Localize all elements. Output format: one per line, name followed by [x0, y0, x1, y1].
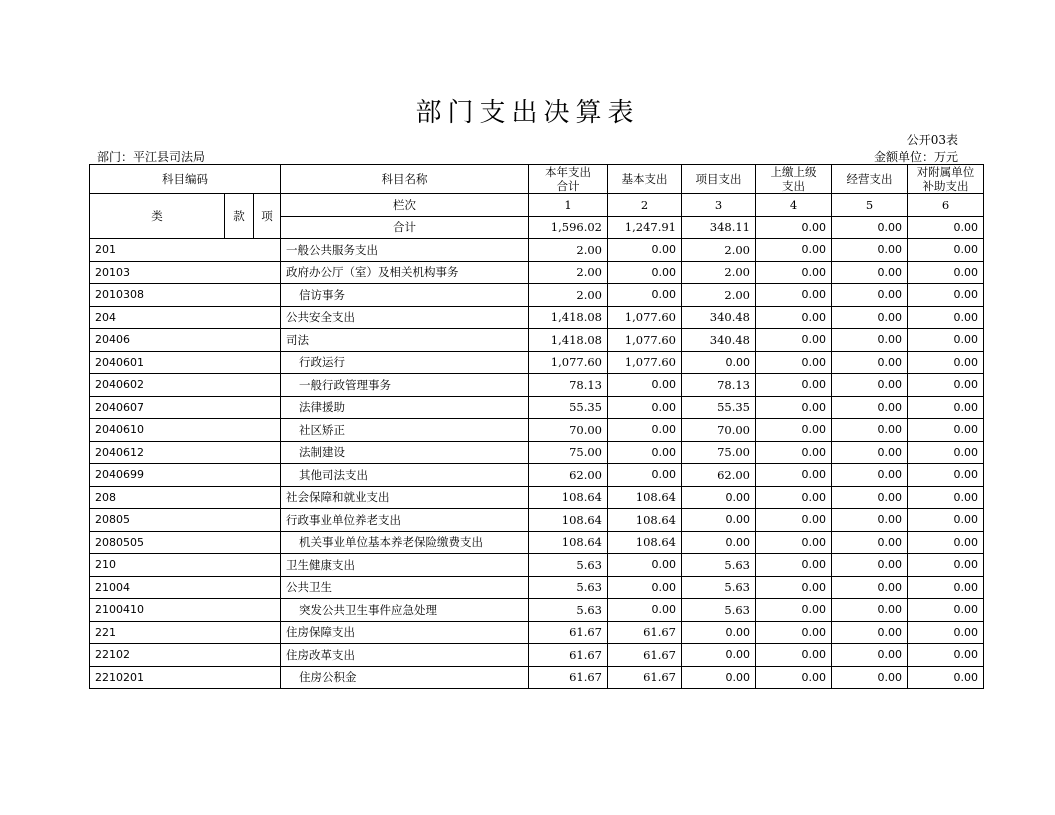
table-row [90, 486, 984, 509]
table-row [90, 284, 984, 307]
row-code: 2210201 [90, 666, 281, 689]
row-value: 0.00 [756, 509, 832, 532]
row-code: 210 [90, 554, 281, 577]
header-upper: 上缴上级 支出 [756, 165, 832, 194]
row-value: 2.00 [529, 239, 608, 262]
row-value: 5.63 [529, 554, 608, 577]
row-value: 0.00 [756, 441, 832, 464]
row-code: 2040610 [90, 419, 281, 442]
row-name: 社区矫正 [281, 419, 529, 442]
table-row [90, 441, 984, 464]
row-value: 0.00 [756, 396, 832, 419]
row-value: 0.00 [608, 261, 682, 284]
column-number-row [90, 194, 984, 217]
row-value: 1,077.60 [608, 351, 682, 374]
row-value: 2.00 [682, 239, 756, 262]
col-num: 5 [832, 194, 908, 217]
row-value: 108.64 [608, 531, 682, 554]
row-value: 0.00 [908, 576, 984, 599]
row-name: 机关事业单位基本养老保险缴费支出 [281, 531, 529, 554]
row-value: 108.64 [608, 486, 682, 509]
row-value: 340.48 [682, 329, 756, 352]
table-row [90, 351, 984, 374]
row-value: 0.00 [682, 621, 756, 644]
row-name: 行政运行 [281, 351, 529, 374]
row-value: 0.00 [608, 464, 682, 487]
row-value: 2.00 [529, 261, 608, 284]
row-value: 5.63 [682, 599, 756, 622]
row-value: 5.63 [529, 576, 608, 599]
row-value: 0.00 [832, 621, 908, 644]
table-row [90, 239, 984, 262]
row-value: 2.00 [529, 284, 608, 307]
header-project: 项目支出 [682, 165, 756, 194]
row-code: 2040607 [90, 396, 281, 419]
row-value: 70.00 [529, 419, 608, 442]
row-code: 21004 [90, 576, 281, 599]
row-value: 0.00 [832, 464, 908, 487]
col-num: 2 [608, 194, 682, 217]
col-num: 3 [682, 194, 756, 217]
row-name: 法律援助 [281, 396, 529, 419]
row-value: 0.00 [756, 239, 832, 262]
row-value: 0.00 [908, 396, 984, 419]
row-value: 5.63 [529, 599, 608, 622]
row-value: 1,077.60 [608, 329, 682, 352]
row-value: 0.00 [832, 261, 908, 284]
col-num: 6 [908, 194, 984, 217]
row-value: 0.00 [756, 329, 832, 352]
table-row [90, 554, 984, 577]
row-value: 0.00 [908, 464, 984, 487]
row-value: 0.00 [908, 374, 984, 397]
table-row [90, 261, 984, 284]
row-value: 0.00 [608, 576, 682, 599]
row-value: 5.63 [682, 554, 756, 577]
header-business: 经营支出 [832, 165, 908, 194]
row-name: 司法 [281, 329, 529, 352]
row-value: 0.00 [756, 531, 832, 554]
row-name: 公共安全支出 [281, 306, 529, 329]
col-num: 1 [529, 194, 608, 217]
row-value: 0.00 [682, 351, 756, 374]
row-value: 0.00 [756, 351, 832, 374]
total-value: 0.00 [756, 216, 832, 239]
row-value: 0.00 [756, 261, 832, 284]
row-value: 61.67 [608, 621, 682, 644]
row-code: 20406 [90, 329, 281, 352]
unit-label: 金额单位：万元 [873, 150, 958, 164]
row-value: 0.00 [756, 666, 832, 689]
row-value: 1,077.60 [608, 306, 682, 329]
row-value: 61.67 [608, 666, 682, 689]
row-name: 卫生健康支出 [281, 554, 529, 577]
row-value: 0.00 [908, 531, 984, 554]
row-value: 0.00 [832, 554, 908, 577]
row-value: 0.00 [608, 554, 682, 577]
table-row [90, 374, 984, 397]
row-name: 行政事业单位养老支出 [281, 509, 529, 532]
row-code: 2100410 [90, 599, 281, 622]
table-row [90, 329, 984, 352]
row-value: 0.00 [832, 284, 908, 307]
row-value: 0.00 [832, 509, 908, 532]
row-value: 0.00 [832, 576, 908, 599]
row-value: 0.00 [756, 621, 832, 644]
row-value: 0.00 [756, 486, 832, 509]
row-value: 0.00 [756, 644, 832, 667]
row-value: 108.64 [529, 486, 608, 509]
row-value: 0.00 [608, 396, 682, 419]
row-value: 0.00 [832, 306, 908, 329]
row-code: 2080505 [90, 531, 281, 554]
row-name: 信访事务 [281, 284, 529, 307]
table-row [90, 419, 984, 442]
row-code: 2040602 [90, 374, 281, 397]
row-value: 55.35 [682, 396, 756, 419]
table-row [90, 621, 984, 644]
total-value: 0.00 [908, 216, 984, 239]
row-value: 75.00 [529, 441, 608, 464]
row-value: 1,077.60 [529, 351, 608, 374]
row-name: 一般公共服务支出 [281, 239, 529, 262]
row-value: 62.00 [682, 464, 756, 487]
row-value: 0.00 [832, 599, 908, 622]
row-name: 突发公共卫生事件应急处理 [281, 599, 529, 622]
header-row [90, 165, 984, 194]
row-value: 61.67 [529, 644, 608, 667]
header-name: 科目名称 [281, 165, 529, 194]
row-code: 20805 [90, 509, 281, 532]
row-code: 2040601 [90, 351, 281, 374]
department-label: 部门：平江县司法局 [97, 150, 206, 164]
row-code: 221 [90, 621, 281, 644]
row-value: 0.00 [832, 666, 908, 689]
row-value: 0.00 [832, 239, 908, 262]
total-value: 1,247.91 [608, 216, 682, 239]
total-label: 合计 [281, 216, 529, 239]
row-value: 0.00 [756, 599, 832, 622]
table-row [90, 644, 984, 667]
row-value: 0.00 [756, 374, 832, 397]
row-value: 0.00 [832, 351, 908, 374]
row-value: 78.13 [529, 374, 608, 397]
row-value: 0.00 [908, 284, 984, 307]
row-value: 0.00 [908, 644, 984, 667]
row-value: 0.00 [756, 554, 832, 577]
row-value: 0.00 [756, 284, 832, 307]
header-subsidy: 对附属单位 补助支出 [908, 165, 984, 194]
row-value: 0.00 [682, 509, 756, 532]
table-row [90, 306, 984, 329]
row-value: 0.00 [908, 599, 984, 622]
header-basic: 基本支出 [608, 165, 682, 194]
row-value: 0.00 [608, 419, 682, 442]
row-name: 住房改革支出 [281, 644, 529, 667]
row-value: 0.00 [908, 329, 984, 352]
row-name: 公共卫生 [281, 576, 529, 599]
row-value: 0.00 [908, 351, 984, 374]
row-value: 0.00 [832, 374, 908, 397]
table-row [90, 509, 984, 532]
row-code: 201 [90, 239, 281, 262]
row-name: 一般行政管理事务 [281, 374, 529, 397]
row-name: 住房保障支出 [281, 621, 529, 644]
row-code: 2040699 [90, 464, 281, 487]
header-xiang: 项 [254, 194, 281, 239]
table-row [90, 531, 984, 554]
row-code: 2040612 [90, 441, 281, 464]
table-row [90, 599, 984, 622]
row-value: 0.00 [832, 531, 908, 554]
row-value: 0.00 [908, 486, 984, 509]
row-name: 政府办公厅（室）及相关机构事务 [281, 261, 529, 284]
row-name: 其他司法支出 [281, 464, 529, 487]
row-value: 0.00 [908, 419, 984, 442]
row-value: 2.00 [682, 284, 756, 307]
row-value: 340.48 [682, 306, 756, 329]
row-name: 住房公积金 [281, 666, 529, 689]
row-value: 1,418.08 [529, 306, 608, 329]
row-value: 0.00 [832, 419, 908, 442]
row-code: 20103 [90, 261, 281, 284]
row-value: 0.00 [608, 239, 682, 262]
total-value: 1,596.02 [529, 216, 608, 239]
row-value: 0.00 [682, 644, 756, 667]
row-name: 法制建设 [281, 441, 529, 464]
row-value: 0.00 [832, 441, 908, 464]
row-value: 0.00 [832, 486, 908, 509]
expenditure-table [89, 164, 984, 689]
row-value: 0.00 [608, 441, 682, 464]
table-row [90, 464, 984, 487]
row-value: 0.00 [908, 306, 984, 329]
row-code: 204 [90, 306, 281, 329]
row-value: 108.64 [529, 509, 608, 532]
row-code: 2010308 [90, 284, 281, 307]
row-value: 61.67 [529, 621, 608, 644]
row-value: 0.00 [832, 396, 908, 419]
table-body [90, 239, 984, 689]
form-number: 公开03表 [906, 133, 958, 147]
col-num: 4 [756, 194, 832, 217]
row-value: 55.35 [529, 396, 608, 419]
row-code: 208 [90, 486, 281, 509]
row-value: 75.00 [682, 441, 756, 464]
row-value: 5.63 [682, 576, 756, 599]
row-value: 108.64 [529, 531, 608, 554]
row-value: 0.00 [908, 239, 984, 262]
row-value: 0.00 [908, 621, 984, 644]
row-value: 61.67 [608, 644, 682, 667]
total-value: 0.00 [832, 216, 908, 239]
total-value: 348.11 [682, 216, 756, 239]
row-value: 0.00 [756, 419, 832, 442]
row-value: 0.00 [682, 531, 756, 554]
row-value: 0.00 [908, 666, 984, 689]
row-value: 0.00 [908, 509, 984, 532]
row-name: 社会保障和就业支出 [281, 486, 529, 509]
row-value: 61.67 [529, 666, 608, 689]
table-row [90, 666, 984, 689]
row-value: 70.00 [682, 419, 756, 442]
row-value: 0.00 [682, 666, 756, 689]
page-title: 部门支出决算表 [415, 98, 640, 128]
row-value: 0.00 [608, 284, 682, 307]
row-value: 0.00 [756, 306, 832, 329]
row-value: 0.00 [908, 554, 984, 577]
row-value: 62.00 [529, 464, 608, 487]
row-value: 0.00 [832, 644, 908, 667]
header-lei: 类 [90, 194, 225, 239]
row-value: 0.00 [756, 464, 832, 487]
row-value: 0.00 [682, 486, 756, 509]
row-value: 0.00 [608, 374, 682, 397]
header-kuan: 款 [225, 194, 254, 239]
header-lanci: 栏次 [281, 194, 529, 217]
row-code: 22102 [90, 644, 281, 667]
row-value: 2.00 [682, 261, 756, 284]
row-value: 1,418.08 [529, 329, 608, 352]
row-value: 78.13 [682, 374, 756, 397]
table-row [90, 396, 984, 419]
header-total: 本年支出 合计 [529, 165, 608, 194]
row-value: 0.00 [908, 261, 984, 284]
row-value: 0.00 [608, 599, 682, 622]
row-value: 0.00 [908, 441, 984, 464]
table-row [90, 576, 984, 599]
row-value: 108.64 [608, 509, 682, 532]
row-value: 0.00 [756, 576, 832, 599]
header-code: 科目编码 [90, 165, 281, 194]
row-value: 0.00 [832, 329, 908, 352]
